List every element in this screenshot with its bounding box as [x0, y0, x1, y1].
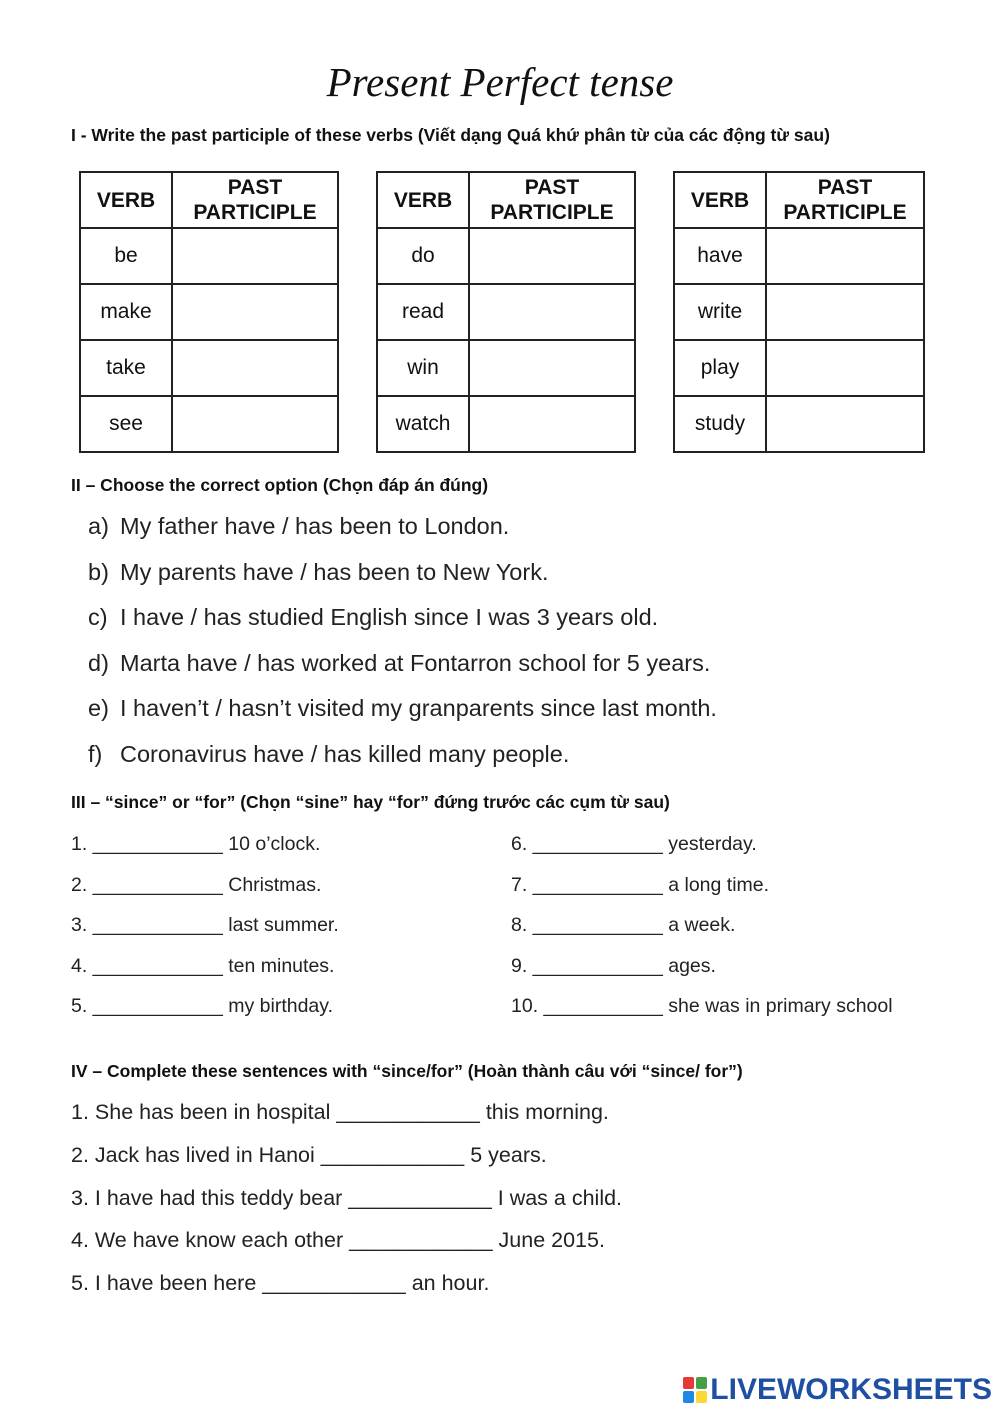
- section-1-heading: I - Write the past participle of these verbs (Viết dạng Quá khứ phân từ của các động từ sau): [71, 125, 830, 145]
- list-item[interactable]: 2. Jack has lived in Hanoi ____________ 5 years.: [71, 1142, 547, 1167]
- list-item[interactable]: 1. She has been in hospital ____________ this morning.: [71, 1100, 609, 1124]
- answer-cell[interactable]: [766, 396, 924, 452]
- answer-cell[interactable]: [172, 340, 338, 396]
- header-verb: VERB: [377, 172, 469, 228]
- answer-cell[interactable]: [172, 228, 338, 284]
- answer-cell[interactable]: [172, 284, 338, 340]
- section-4-heading: IV – Complete these sentences with “since/for” (Hoàn thành câu với “since/ for”): [71, 1061, 743, 1081]
- page-title: Present Perfect tense: [326, 59, 674, 105]
- header-verb: VERB: [80, 172, 172, 228]
- verb-table-3: [673, 171, 925, 453]
- verb-cell: win: [377, 340, 469, 396]
- verb-cell: see: [80, 396, 172, 452]
- logo-square: [683, 1391, 694, 1403]
- verb-cell: take: [80, 340, 172, 396]
- list-item[interactable]: e) I haven’t / hasn’t visited my granparents since last month.: [88, 695, 717, 721]
- section-3-heading: III – “since” or “for” (Chọn “sine” hay “for” đứng trước các cụm từ sau): [71, 792, 670, 812]
- header-past-participle: PAST PARTICIPLE: [172, 172, 338, 228]
- section-2-heading: II – Choose the correct option (Chọn đáp án đúng): [71, 475, 489, 495]
- logo-square: [696, 1377, 707, 1389]
- list-item[interactable]: 9. ____________ ages.: [511, 954, 716, 977]
- verb-cell: make: [80, 284, 172, 340]
- verb-cell: write: [674, 284, 766, 340]
- liveworksheets-logo: [683, 1373, 992, 1407]
- logo-text: LIVEWORKSHEETS: [710, 1373, 992, 1406]
- list-item[interactable]: 3. ____________ last summer.: [71, 914, 339, 936]
- list-item[interactable]: d) Marta have / has worked at Fontarron school for 5 years.: [88, 649, 711, 676]
- verb-cell: read: [377, 284, 469, 340]
- header-past-participle: PAST PARTICIPLE: [469, 172, 635, 228]
- answer-cell[interactable]: [172, 396, 338, 452]
- header-past-participle: PAST PARTICIPLE: [766, 172, 924, 228]
- logo-square: [696, 1391, 707, 1403]
- list-item[interactable]: 5. I have been here ____________ an hour.: [71, 1271, 490, 1296]
- answer-cell[interactable]: [469, 396, 635, 452]
- list-item[interactable]: 5. ____________ my birthday.: [71, 995, 333, 1017]
- list-item[interactable]: 1. ____________ 10 o’clock.: [71, 833, 321, 855]
- list-item[interactable]: f) Coronavirus have / has killed many people.: [88, 740, 570, 767]
- since-for-left-column: [71, 830, 339, 1033]
- verb-table-2: [376, 171, 636, 453]
- list-item[interactable]: a) My father have / has been to London.: [88, 513, 510, 539]
- logo-square: [683, 1377, 694, 1389]
- answer-cell[interactable]: [469, 340, 635, 396]
- list-item[interactable]: 8. ____________ a week.: [511, 914, 736, 936]
- list-item[interactable]: 7. ____________ a long time.: [511, 873, 770, 896]
- choose-option-list: [88, 510, 717, 783]
- since-for-right-column: [511, 830, 893, 1033]
- verb-cell: watch: [377, 396, 469, 452]
- list-item[interactable]: b) My parents have / has been to New York.: [88, 558, 549, 585]
- list-item[interactable]: 3. I have had this teddy bear ____________ I was a child.: [71, 1185, 623, 1210]
- list-item[interactable]: 6. ____________ yesterday.: [511, 833, 757, 855]
- verb-cell: be: [80, 228, 172, 284]
- list-item[interactable]: c) I have / has studied English since I was 3 years old.: [88, 604, 659, 630]
- verb-cell: play: [674, 340, 766, 396]
- verb-cell: have: [674, 228, 766, 284]
- logo-mark-icon: [683, 1377, 707, 1403]
- answer-cell[interactable]: [766, 340, 924, 396]
- verb-table-1: [79, 171, 339, 453]
- complete-sentences-list: [71, 1097, 622, 1311]
- answer-cell[interactable]: [469, 228, 635, 284]
- list-item[interactable]: 4. ____________ ten minutes.: [71, 954, 335, 977]
- list-item[interactable]: 10. ___________ she was in primary school: [511, 995, 893, 1017]
- verb-cell: study: [674, 396, 766, 452]
- list-item[interactable]: 4. We have know each other ____________ June 2015.: [71, 1228, 605, 1253]
- answer-cell[interactable]: [469, 284, 635, 340]
- list-item[interactable]: 2. ____________ Christmas.: [71, 873, 322, 896]
- header-verb: VERB: [674, 172, 766, 228]
- verb-cell: do: [377, 228, 469, 284]
- answer-cell[interactable]: [766, 284, 924, 340]
- answer-cell[interactable]: [766, 228, 924, 284]
